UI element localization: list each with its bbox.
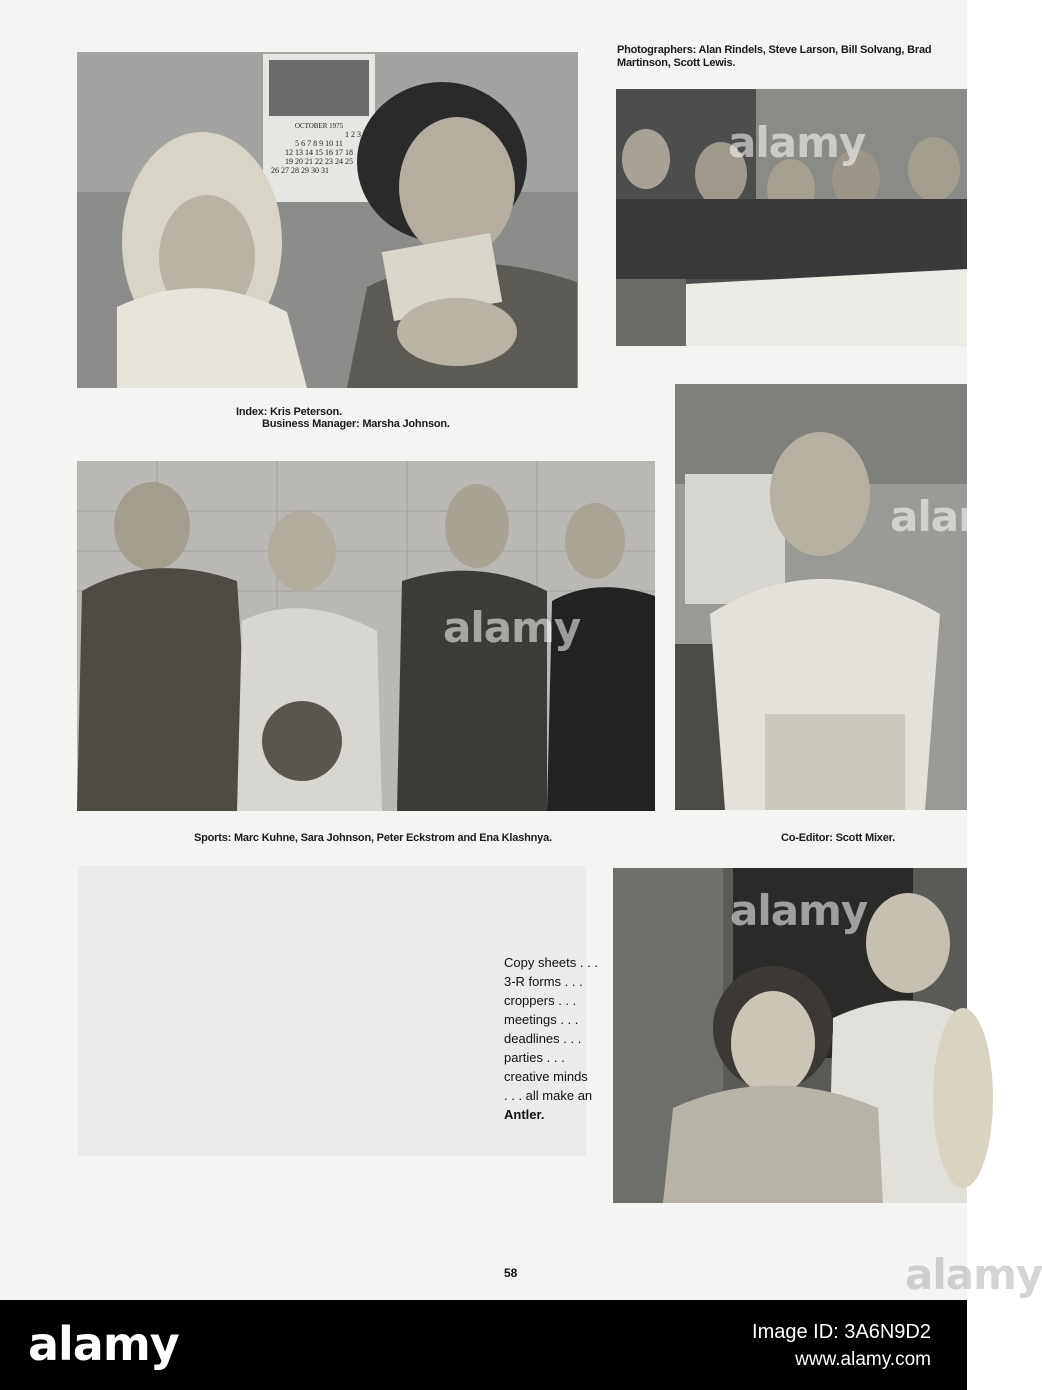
watermark: alamy xyxy=(730,886,868,935)
copy-line: meetings . . . xyxy=(504,1012,579,1027)
watermark: alamy xyxy=(728,118,866,167)
photo-index-business-art xyxy=(77,52,578,388)
copy-line-antler: Antler. xyxy=(504,1107,545,1122)
copy-line: parties . . . xyxy=(504,1050,565,1065)
closing-copy xyxy=(504,953,598,1124)
caption-business-manager: Business Manager: Marsha Johnson. xyxy=(262,418,450,430)
page-number: 58 xyxy=(504,1266,518,1280)
calendar xyxy=(267,122,371,175)
watermark: alamy xyxy=(905,1250,1042,1299)
image-id: Image ID: 3A6N9D2 xyxy=(752,1321,931,1343)
caption-index: Index: Kris Peterson. xyxy=(236,406,342,418)
copy-line: . . . all make an xyxy=(504,1088,593,1103)
copy-line: deadlines . . . xyxy=(504,1031,582,1046)
caption-sports: Sports: Marc Kuhne, Sara Johnson, Peter Eckstrom and Ena Klashnya. xyxy=(194,832,552,844)
calendar-row: 5 6 7 8 9 10 11 xyxy=(295,139,343,148)
caption-coeditor: Co-Editor: Scott Mixer. xyxy=(781,832,895,844)
photo-coeditor-art xyxy=(675,384,967,810)
calendar-row: 19 20 21 22 23 24 25 xyxy=(285,157,353,166)
caption-photographers: Photographers: Alan Rindels, Steve Larson, Bill Solvang, Brad Martinson, Scott Lewis. xyxy=(617,44,932,69)
watermark: alamy xyxy=(443,603,581,652)
calendar-row: 1 2 3 4 xyxy=(345,130,367,139)
copy-line: Copy sheets . . . xyxy=(504,955,598,970)
copy-line: croppers . . . xyxy=(504,993,577,1008)
watermark: alamy xyxy=(890,492,1028,541)
alamy-logo: alamy xyxy=(28,1317,179,1371)
calendar-row: 12 13 14 15 16 17 18 xyxy=(285,148,353,157)
photo-coeditor xyxy=(675,384,967,810)
copy-line: creative minds xyxy=(504,1069,588,1084)
site-url: www.alamy.com xyxy=(795,1349,931,1370)
calendar-row: 26 27 28 29 30 31 xyxy=(271,166,329,175)
photo-index-business xyxy=(77,52,578,388)
copy-line: 3-R forms . . . xyxy=(504,974,583,989)
calendar-month: OCTOBER 1975 xyxy=(294,122,344,130)
